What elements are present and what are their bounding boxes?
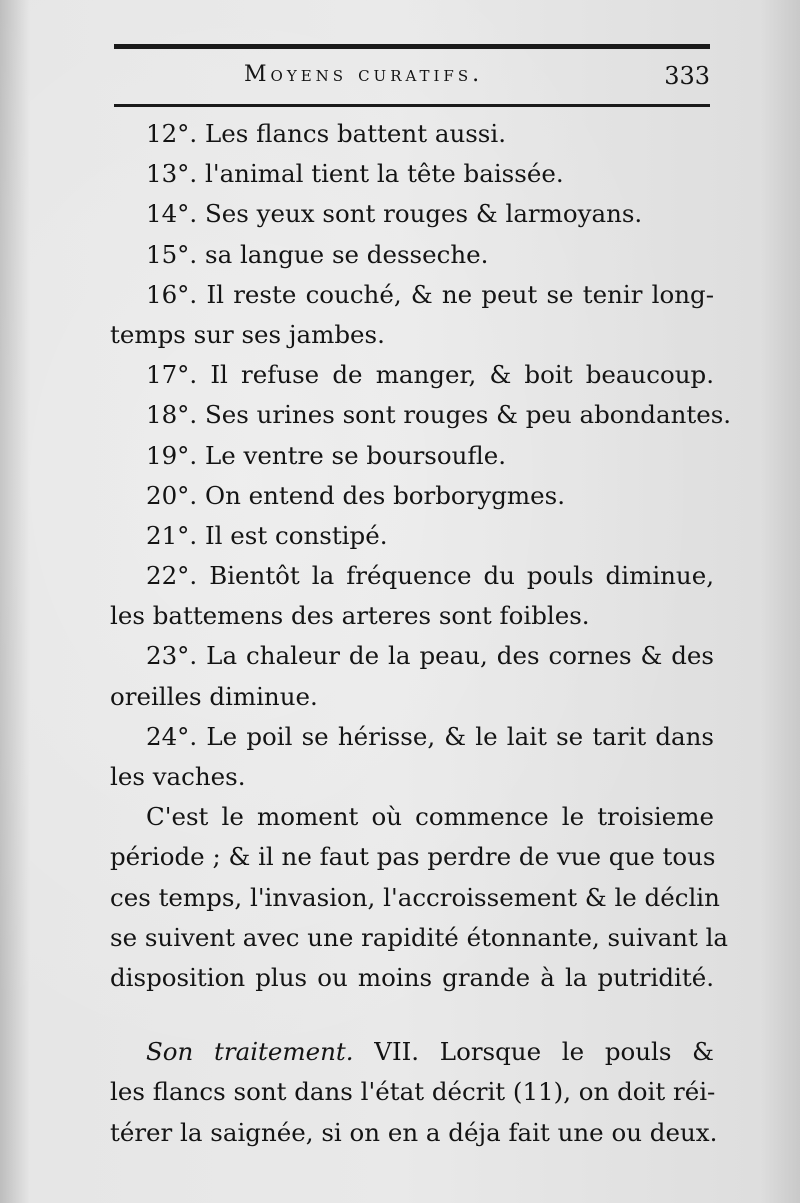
text-line: 23°. La chaleur de la peau, des cornes & des [146,641,714,671]
text-line: les battemens des arteres sont foibles. [110,601,590,631]
page-number: 333 [664,62,710,90]
text-line: 13°. l'animal tient la tête baissée. [146,159,564,189]
text-line: 21°. Il est constipé. [146,520,388,550]
text-line: 22°. Bientôt la fréquence du pouls diminue, [146,561,714,591]
text-line: disposition plus ou moins grande à la putridité. [110,962,714,992]
section-first-line [110,1032,714,1072]
text-line: les vaches. [110,762,246,791]
text-line: les flancs sont dans l'état décrit (11), on doit réi- [110,1077,716,1107]
paragraph-gap [110,998,714,1032]
text-line: 15°. sa langue se desseche. [146,239,489,269]
running-title: Moyens curatifs. [244,62,484,87]
text-line: 19°. Le ventre se boursoufle. [146,440,507,470]
section-first-line-text: VII. Lorsque le pouls & [374,1037,714,1067]
text-line: se suivent avec une rapidité étonnante, suivant la [110,922,729,952]
text-line: 24°. Le poil se hérisse, & le lait se tarit dans [146,721,714,751]
text-line: 20°. On entend des borborygmes. [146,480,565,510]
text-line: 16°. Il reste couché, & ne peut se tenir long- [146,279,714,309]
text-line: temps sur ses jambes. [110,319,385,349]
text-line: oreilles diminue. [110,681,318,711]
text-line: ces temps, l'invasion, l'accroissement & le déclin [110,882,720,912]
text-line: 12°. Les flancs battent aussi. [146,119,506,148]
text-line: 18°. Ses urines sont rouges & peu abondantes. [146,400,732,430]
header-rule-top [114,44,710,49]
header-rule-bottom [114,104,710,107]
section-label: Son traitement. [146,1037,354,1067]
text-line: térer la saignée, si on en a déja fait une ou deux. [110,1117,718,1147]
text-line: période ; & il ne faut pas perdre de vue que tous [110,842,716,872]
text-line: 17°. Il refuse de manger, & boit beaucoup. [146,360,714,390]
text-line: C'est le moment où commence le troisieme [146,802,714,832]
text-line: 14°. Ses yeux sont rouges & larmoyans. [146,199,643,229]
running-head [114,58,710,98]
body-text [110,114,732,1153]
